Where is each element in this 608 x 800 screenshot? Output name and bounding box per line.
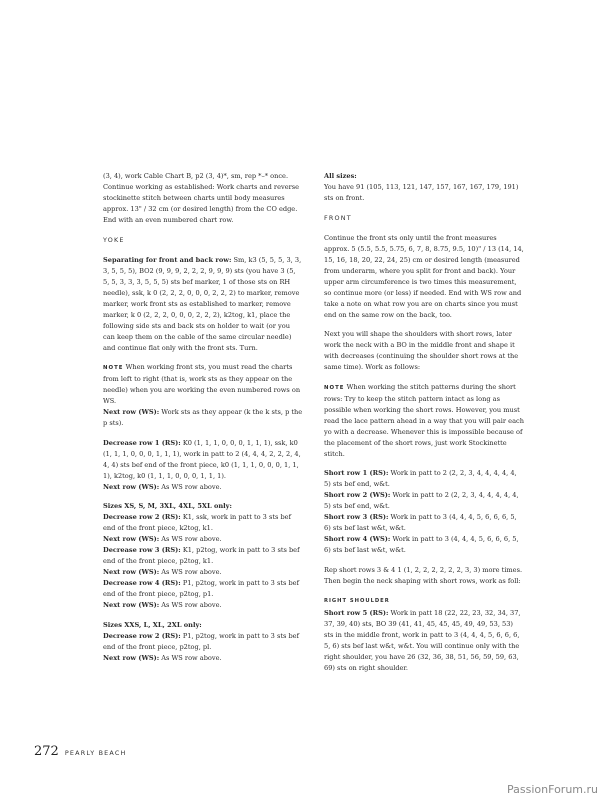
row-text: P1, p2tog, work in patt to 3 sts bef end of the front piece, p2tog, p1. xyxy=(103,579,300,599)
row-text: P1, p2tog, work in patt to 3 sts bef end of the front piece, p2tog, pl. xyxy=(103,631,300,651)
note-tag: NOTE xyxy=(103,365,124,372)
paragraph xyxy=(103,545,303,567)
sizes-heading xyxy=(103,620,303,631)
row-label: Next row (WS): xyxy=(103,601,160,610)
paragraph xyxy=(103,631,303,653)
paragraph xyxy=(324,468,524,490)
row-label: Short row 2 (WS): xyxy=(324,491,391,500)
row-label: Decrease row 2 (RS): xyxy=(103,631,181,640)
note-text: When working front sts, you must read the charts from left to right (that is, work sts as they appear on the needle) when you are working the even numbered rows on WS. xyxy=(103,363,301,406)
section-heading-yoke: YOKE xyxy=(103,235,125,244)
paragraph xyxy=(103,534,303,545)
row-label: Separating for front and back row: xyxy=(103,255,232,264)
row-text: As WS row above. xyxy=(159,568,222,577)
paragraph xyxy=(324,512,524,534)
row-text: Work sts as they appear (k the k sts, p the p sts). xyxy=(103,408,303,428)
row-label: Short row 3 (RS): xyxy=(324,513,389,522)
row-label: Short row 1 (RS): xyxy=(324,469,389,478)
paragraph: Next you will shape the shoulders with short rows, later work the neck with a BO in the middle front and shape it with decreases (continuing the shoulder short rows at the same time). Work as follows: xyxy=(324,330,519,372)
row-label: Decrease row 1 (RS): xyxy=(103,438,181,447)
row-text: As WS row above. xyxy=(159,653,222,662)
note-tag: NOTE xyxy=(324,384,345,391)
paragraph xyxy=(103,567,303,578)
row-text: K1, ssk, work in patt to 3 sts bef end of the front piece, k2tog, k1. xyxy=(103,513,292,533)
row-label: Next row (WS): xyxy=(103,535,160,544)
paragraph xyxy=(103,512,303,534)
page-footer xyxy=(34,744,127,759)
running-title: PEARLY BEACH xyxy=(64,749,127,757)
paragraph xyxy=(324,608,524,674)
left-column xyxy=(103,171,303,664)
right-column xyxy=(324,171,524,682)
row-text: As WS row above. xyxy=(159,535,222,544)
paragraph xyxy=(103,255,303,354)
row-label: Next row (WS): xyxy=(103,408,160,417)
paragraph xyxy=(103,578,303,600)
site-watermark: PassionForum.ru xyxy=(507,783,598,796)
sizes-label: Sizes XXS, L, XL, 2XL only: xyxy=(103,620,202,629)
section-heading-right-shoulder: RIGHT SHOULDER xyxy=(324,597,390,604)
row-label: Decrease row 3 (RS): xyxy=(103,546,181,555)
paragraph xyxy=(103,653,303,664)
paragraph xyxy=(324,534,524,556)
paragraph xyxy=(103,407,303,429)
paragraph xyxy=(103,438,303,482)
paragraph: Rep short rows 3 & 4 1 (1, 2, 2, 2, 2, 2, 2, 3, 3) more times. Then begin the neck shaping with short rows, work as foll: xyxy=(324,565,523,585)
row-text: Work in patt to 2 (2, 2, 3, 4, 4, 4, 4, 4, 5) sts bef end, w&t. xyxy=(324,491,519,511)
row-text: Work in patt to 3 (4, 4, 4, 5, 6, 6, 6, 5, 6) sts bef last w&t, w&t. xyxy=(324,535,519,555)
row-text: Work in patt 18 (22, 22, 23, 32, 34, 37, 37, 39, 40) sts, BO 39 (41, 41, 45, 45, 45, 49, 49, 53, 53) sts in the middle front, work in patt to 3 (4, 4, 4, 5, 6, 6, 6, 5, 6) sts bef last w&t, w&t. You will continue only with the right shoulder, you have 26 (32, 36, 38, 51, 56, 59, 59, 63, 69) sts on right shoulder. xyxy=(324,608,521,672)
paragraph: Continue the front sts only until the front measures approx. 5 (5.5, 5.5, 5.75, 6, 7, 8, 8.75, 9.5, 10)" / 13 (14, 14, 15, 16, 18, 20, 22, 24, 25) cm or desired length (measured from underarm, where you split for front and back). Your upper arm circumference is two times this measurement, so continue more (or less) if needed. End with WS row and take a note on what row you are on charts since you must end on the same row on the back, too. xyxy=(324,233,524,319)
sizes-label: All sizes: xyxy=(324,172,357,180)
section-heading-front: FRONT xyxy=(324,213,352,222)
row-text: Work in patt to 2 (2, 2, 3, 4, 4, 4, 4, 4, 5) sts bef end, w&t. xyxy=(324,469,517,489)
note-paragraph xyxy=(103,362,303,407)
page-number: 272 xyxy=(34,744,59,759)
row-text: K1, p2tog, work in patt to 3 sts bef end of the front piece, p2tog, k1. xyxy=(103,546,300,566)
row-text: As WS row above. xyxy=(159,482,222,491)
paragraph xyxy=(324,490,524,512)
row-text: K0 (1, 1, 1, 0, 0, 0, 1, 1, 1), ssk, k0 (1, 1, 1, 0, 0, 0, 1, 1, 1), work in patt to 2 (4, 4, 4, 2, 2, 2, 4, 4, 4) sts bef end of the front piece, k0 (1, 1, 1, 0, 0, 0, 1, 1, 1), k2tog, k0 (1, 1, 1, 0, 0, 0, 1, 1, 1). xyxy=(103,438,301,480)
row-label: Next row (WS): xyxy=(103,653,160,662)
row-label: Decrease row 4 (RS): xyxy=(103,579,181,588)
paragraph xyxy=(103,482,303,493)
row-text: Sm, k3 (5, 5, 5, 3, 3, 3, 5, 5, 5), BO2 (9, 9, 9, 2, 2, 2, 9, 9, 9) sts (you have 3 (5, 5, 5, 3, 3, 3, 5, 5, 5) sts bef marker, 1 of those sts on RH needle), ssk, k 0 (2, 2, 2, 0, 0, 0, 2, 2, 2) to marker, remove marker, work front sts as established to marker, remove marker, k 0 (2, 2, 2, 0, 0, 0, 2, 2, 2), k2tog, k1, place the following side sts and back sts on holder to wait (or you can keep them on the cable of the same circular needle) and continue flat only with the front sts. Turn. xyxy=(103,255,302,352)
paragraph xyxy=(103,600,303,611)
paragraph: (3, 4), work Cable Chart B, p2 (3, 4)*, sm, rep *–* once. Continue working as established: Work charts and reverse stockinette stitch between charts until body measures approx. 13" / 32 cm (or desired length) from the CO edge. End with an even numbered chart row. xyxy=(103,172,300,224)
sizes-heading xyxy=(103,501,303,512)
row-text: As WS row above. xyxy=(159,601,222,610)
paragraph: You have 91 (105, 113, 121, 147, 157, 167, 167, 179, 191) sts on front. xyxy=(324,183,519,202)
row-label: Short row 5 (RS): xyxy=(324,608,389,617)
row-label: Next row (WS): xyxy=(103,482,160,491)
row-label: Decrease row 2 (RS): xyxy=(103,513,181,522)
row-label: Next row (WS): xyxy=(103,568,160,577)
row-text: Work in patt to 3 (4, 4, 4, 5, 6, 6, 6, 5, 6) sts bef last w&t, w&t. xyxy=(324,513,517,533)
note-paragraph xyxy=(324,382,524,460)
note-text: When working the stitch patterns during the short rows: Try to keep the stitch pattern intact as long as possible when working the short rows. However, you must read the lace pattern ahead in a way that you will pair each yo with a decrease. Whenever this is impossible because of the placement of the short rows, just work Stockinette stitch. xyxy=(324,382,524,458)
row-label: Short row 4 (WS): xyxy=(324,535,391,544)
all-sizes-heading xyxy=(324,171,524,182)
sizes-label: Sizes XS, S, M, 3XL, 4XL, 5XL only: xyxy=(103,502,232,511)
